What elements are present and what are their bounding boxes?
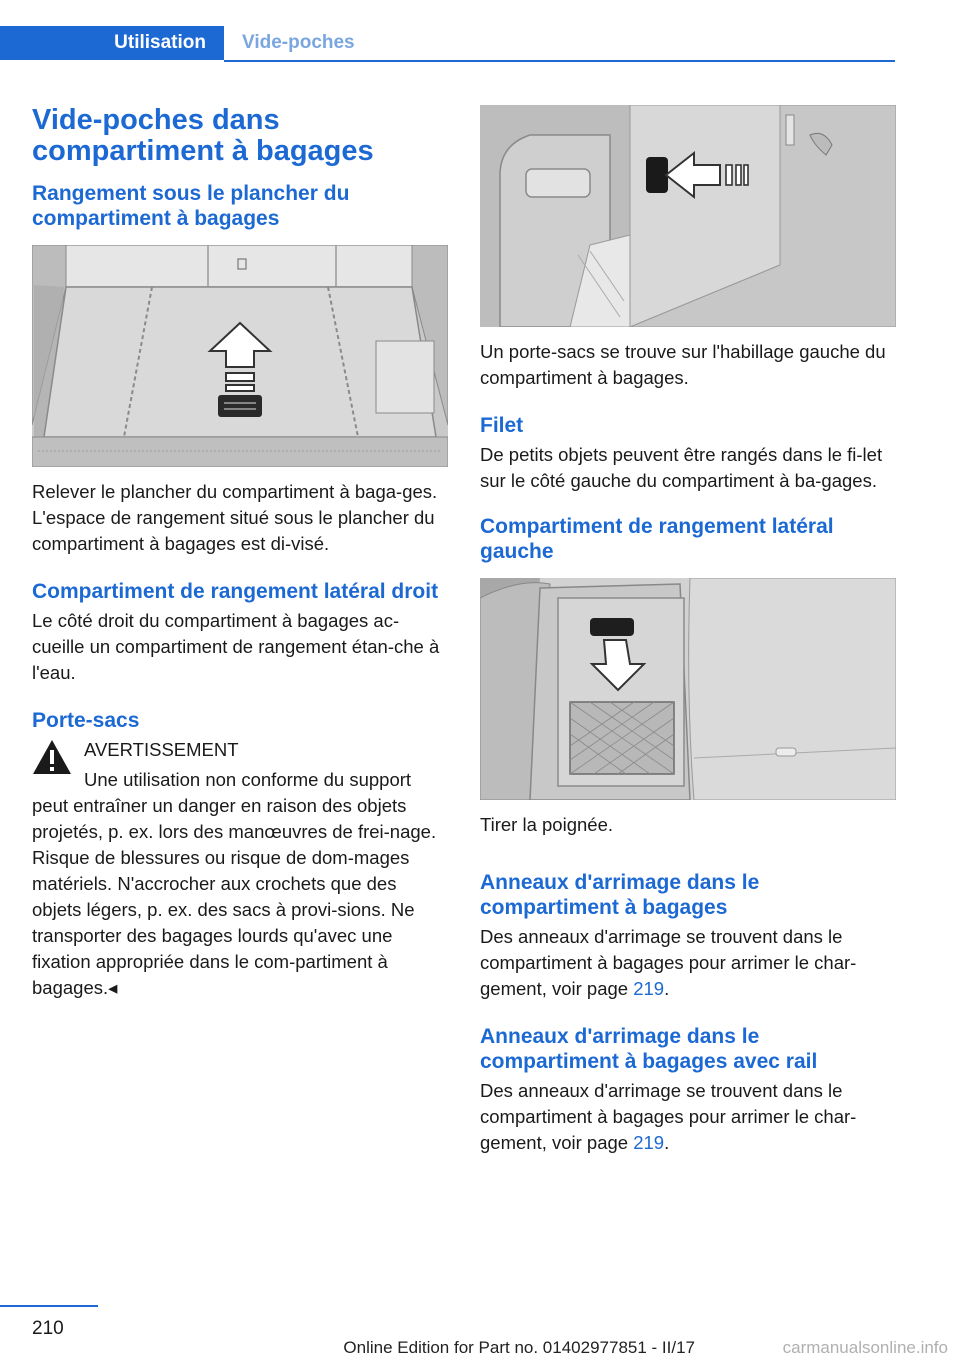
heading-anneaux-rail: Anneaux d'arrimage dans le compartiment à bagages avec rail [480, 1025, 818, 1073]
text-porte-sacs: Un porte-sacs se trouve sur l'habillage gauche du compartiment à bagages. [480, 341, 886, 388]
watermark: carmanualsonline.info [782, 1338, 948, 1357]
heading-anneaux: Anneaux d'arrimage dans le compartiment à bagages [480, 871, 760, 919]
warning-label: AVERTISSEMENT [84, 739, 239, 760]
figure-left-compartment [480, 578, 896, 800]
page-title: Vide-poches dans compartiment à bagages [32, 104, 374, 167]
tab-vide-poches[interactable]: Vide-poches [242, 32, 355, 53]
figure-trunk-floor [32, 245, 448, 467]
heading-compartiment-droit: Compartiment de rangement latéral droit [32, 580, 439, 603]
footer-rule [0, 1305, 98, 1307]
page-link-219[interactable]: 219 [633, 978, 665, 999]
header-rule [224, 60, 895, 62]
header-bar [0, 26, 895, 62]
end-mark: ◂ [108, 977, 118, 998]
text-anneaux: Des anneaux d'arrimage se trouvent dans le compartiment à bagages pour arrimer le char-gement, voir page 219. [480, 926, 857, 999]
heading-porte-sacs: Porte-sacs [32, 709, 140, 732]
left-column [32, 105, 448, 1001]
warning-block [32, 737, 448, 763]
figure-bag-hook [480, 105, 896, 327]
page-link-219-rail[interactable]: 219 [633, 1132, 665, 1153]
heading-rangement-plancher: Rangement sous le plancher du compartiment à bagages [32, 182, 350, 230]
heading-compartiment-gauche: Compartiment de rangement latéral gauche [480, 515, 834, 563]
right-column [480, 105, 896, 1156]
text-rangement-plancher: Relever le plancher du compartiment à baga-ges. L'espace de rangement situé sous le plancher du compartiment à bagages est di-visé. [32, 481, 438, 554]
heading-filet: Filet [480, 414, 524, 437]
edition-note: Online Edition for Part no. 01402977851 - II/17 [343, 1338, 695, 1357]
text-compartiment-droit: Le côté droit du compartiment à bagages ac-cueille un compartiment de rangement étan-che à l'eau. [32, 610, 440, 683]
text-anneaux-rail: Des anneaux d'arrimage se trouvent dans le compartiment à bagages pour arrimer le char-gement, voir page 219. [480, 1080, 857, 1153]
text-compartiment-gauche: Tirer la poignée. [480, 814, 613, 835]
page-number: 210 [32, 1318, 64, 1339]
warning-text: Une utilisation non conforme du support peut entraîner un danger en raison des objets projetés, p. ex. lors des manœuvres de frei-nage. Risque de blessures ou risque de dom-mages matériels. N'accrocher aux crochets que des objets légers, p. ex. des sacs à provi-sions. Ne transporter des bagages lourds qu'avec une fixation appropriée dans le com-partiment à bagages.◂ [32, 769, 437, 998]
tab-utilisation[interactable]: Utilisation [0, 26, 224, 60]
warning-triangle-icon [32, 739, 72, 775]
text-filet: De petits objets peuvent être rangés dans le fi-let sur le côté gauche du compartiment à ba-gages. [480, 444, 883, 491]
